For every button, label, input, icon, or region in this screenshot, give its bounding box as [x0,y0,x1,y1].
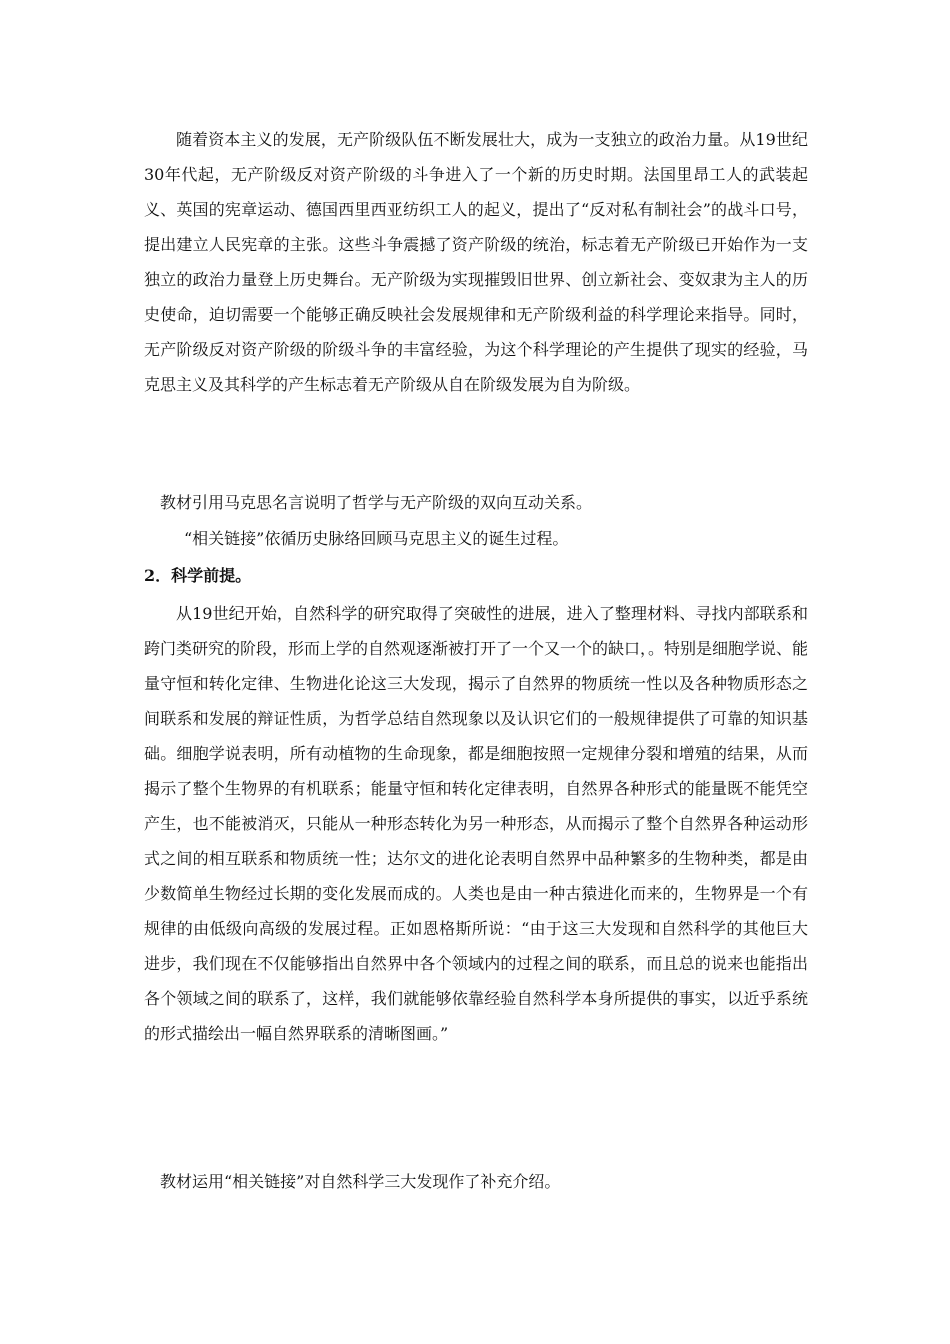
paragraph-related-link-discoveries: 教材运用“相关链接”对自然科学三大发现作了补充介绍。 [160,1172,561,1191]
paragraph-proletariat: 随着资本主义的发展，无产阶级队伍不断发展壮大，成为一支独立的政治力量。从19世纪30年代起，无产阶级反对资产阶级的斗争进入了一个新的历史时期。法国里昂工人的武装起义、英国的宪章运动、德国西里西亚纺织工人的起义，提出了“反对私有制社会”的战斗口号，提出建立人民宪章的主张。这些斗争震撼了资产阶级的统治，标志着无产阶级已开始作为一支独立的政治力量登上历史舞台。无产阶级为实现摧毁旧世界、创立新社会、变奴隶为主人的历史使命，迫切需要一个能够正确反映社会发展规律和无产阶级利益的科学理论来指导。同时，无产阶级反对资产阶级的阶级斗争的丰富经验，为这个科学理论的产生提供了现实的经验，马克思主义及其科学的产生标志着无产阶级从自在阶级发展为自为阶级。 [144,130,808,394]
paragraph-related-link-history: “相关链接”依循历史脉络回顾马克思主义的诞生过程。 [184,529,569,548]
paragraph-natural-science: 从19世纪开始，自然科学的研究取得了突破性的进展，进入了整理材料、寻找内部联系和跨门类研究的阶段，形而上学的自然观逐渐被打开了一个又一个的缺口，。特别是细胞学说、能量守恒和转化定律、生物进化论这三大发现，揭示了自然界的物质统一性以及各种物质形态之间联系和发展的辩证性质，为哲学总结自然现象以及认识它们的一般规律提供了可靠的知识基础。细胞学说表明，所有动植物的生命现象，都是细胞按照一定规律分裂和增殖的结果，从而揭示了整个生物界的有机联系；能量守恒和转化定律表明，自然界各种形式的能量既不能凭空产生，也不能被消灭，只能从一种形态转化为另一种形态，从而揭示了整个自然界各种运动形式之间的相互联系和物质统一性；达尔文的进化论表明自然界中品种繁多的生物种类，都是由少数简单生物经过长期的变化发展而成的。人类也是由一种古猿进化而来的，生物界是一个有规律的由低级向高级的发展过程。正如恩格斯所说：“由于这三大发现和自然科学的其他巨大进步，我们现在不仅能够指出自然界中各个领域内的过程之间的联系，而且总的说来也能指出各个领域之间的联系了，这样，我们就能够依靠经验自然科学本身所提供的事实，以近乎系统的形式描绘出一幅自然界联系的清晰图画。” [144,604,809,1043]
paragraph-marx-quote-note: 教材引用马克思名言说明了哲学与无产阶级的双向互动关系。 [160,493,593,512]
section-heading-science-premise: 2．科学前提。 [144,566,252,585]
